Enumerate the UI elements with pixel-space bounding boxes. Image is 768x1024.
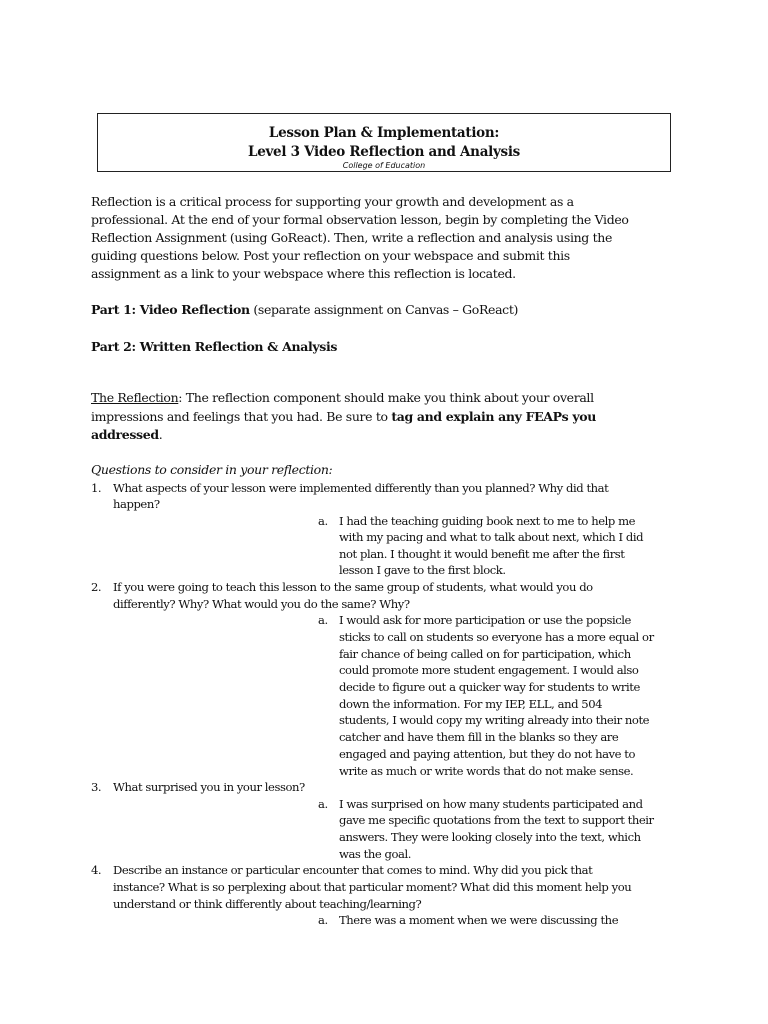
reflection-line2 [91,409,596,424]
answer-line: lesson I gave to the first block. [339,563,506,577]
question-line: What aspects of your lesson were implemented differently than you planned? Why did that [113,481,609,495]
intro-line: professional. At the end of your formal observation lesson, begin by completing the Video [91,212,629,227]
intro-line: Reflection Assignment (using GoReact). Then, write a reflection and analysis using the [91,230,612,245]
question-number: 2. [91,580,102,594]
question-line: differently? Why? What would you do the same? Why? [113,597,410,611]
answer-line: students, I would copy my writing already into their note [339,713,650,727]
answer-letter: a. [318,913,328,927]
answer-line: sticks to call on students so everyone has a more equal or [339,630,654,644]
question-line: If you were going to teach this lesson to the same group of students, what would you do [113,580,593,594]
reflection-line3 [91,427,162,442]
answer-line: answers. They were looking closely into the text, which [339,830,641,844]
answer-line: not plan. I thought it would benefit me after the first [339,547,625,561]
question-line: instance? What is so perplexing about that particular moment? What did this moment help you [113,880,632,894]
question-line: Describe an instance or particular encounter that comes to mind. Why did you pick that [113,863,593,877]
answer-line: write as much or write words that do not make sense. [339,764,634,778]
document-title-line2: Level 3 Video Reflection and Analysis [248,144,520,160]
document-title-line1: Lesson Plan & Implementation: [268,125,500,141]
answer-line: with my pacing and what to talk about next, which I did [339,530,644,544]
answer-line: could promote more student engagement. I would also [339,663,639,677]
answer-line: I was surprised on how many students participated and [339,797,643,811]
part1-line [91,302,518,317]
reflection-text: : The reflection component should make you think about your overall [178,390,594,405]
question-line: What surprised you in your lesson? [113,780,305,794]
part1-note: (separate assignment on Canvas – GoReact) [249,302,519,317]
reflection-text: . [158,427,163,442]
intro-line: guiding questions below. Post your reflection on your webspace and submit this [91,248,570,263]
document-header-box [97,113,671,172]
reflection-emphasis: addressed [91,427,159,442]
question-number: 4. [91,863,102,877]
answer-line: down the information. For my IEP, ELL, and 504 [339,697,603,711]
answer-letter: a. [318,514,328,528]
answer-line: engaged and paying attention, but they do not have to [339,747,636,761]
answer-letter: a. [318,613,328,627]
answer-line: gave me specific quotations from the text to support their [339,813,654,827]
answer-line: decide to figure out a quicker way for students to write [339,680,640,694]
answer-line: fair chance of being called on for participation, which [339,647,631,661]
questions-heading: Questions to consider in your reflection: [91,462,333,477]
question-line: understand or think differently about teaching/learning? [113,897,422,911]
college-name: College of Education [342,161,426,170]
answer-line: There was a moment when we were discussing the [339,913,619,927]
answer-line: catcher and have them fill in the blanks so they are [339,730,619,744]
question-number: 3. [91,780,102,794]
answer-line: I would ask for more participation or use the popsicle [339,613,631,627]
reflection-text: impressions and feelings that you had. Be sure to [91,409,392,424]
answer-line: was the goal. [339,847,412,861]
part2-heading: Part 2: Written Reflection & Analysis [91,339,338,354]
intro-line: assignment as a link to your webspace where this reflection is located. [91,266,516,281]
question-line: happen? [113,497,160,511]
reflection-emphasis: tag and explain any FEAPs you [391,409,597,424]
part1-heading: Part 1: Video Reflection [91,302,250,317]
question-number: 1. [91,481,102,495]
intro-line: Reflection is a critical process for supporting your growth and development as a [91,194,574,209]
answer-letter: a. [318,797,328,811]
reflection-label: The Reflection [91,390,179,405]
answer-line: I had the teaching guiding book next to me to help me [339,514,636,528]
reflection-line1 [91,390,594,405]
